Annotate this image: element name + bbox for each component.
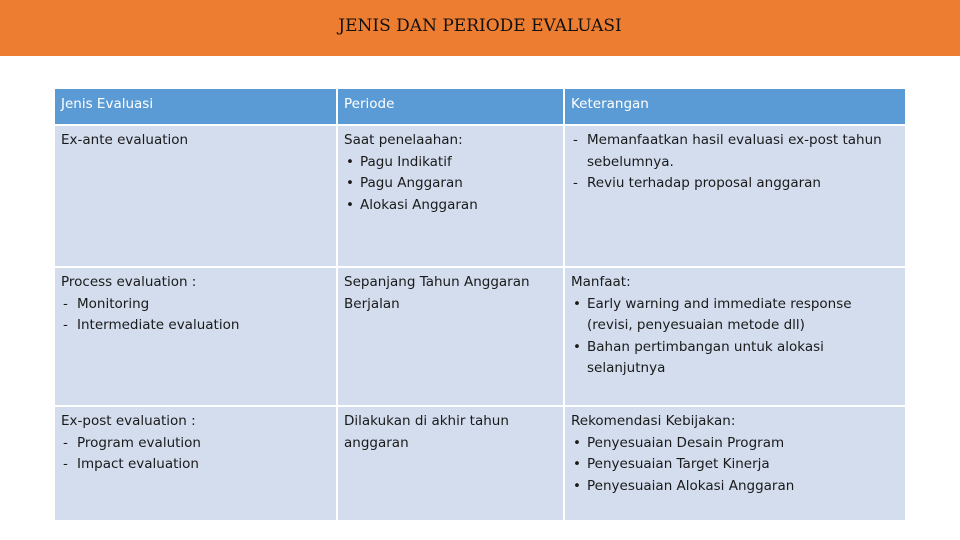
list-item: • Bahan pertimbangan untuk alokasi selanjutnya [571,337,899,380]
cell-jenis [54,406,337,521]
title-banner [0,0,960,56]
column-header-jenis: Jenis Evaluasi [54,88,337,125]
list-item: - Reviu terhadap proposal anggaran [571,173,899,195]
table-header-row [54,88,906,125]
cell-periode [337,406,564,521]
column-header-keterangan: Keterangan [564,88,906,125]
cell-title: Rekomendasi Kebijakan: [571,413,736,429]
cell-keterangan [564,125,906,267]
cell-title: Ex-post evaluation : [61,413,196,429]
page-title: JENIS DAN PERIODE EVALUASI [338,16,622,36]
cell-keterangan [564,267,906,406]
list-item: - Monitoring [61,294,330,316]
cell-title: Saat penelaahan: [344,132,463,148]
column-header-periode: Periode [337,88,564,125]
table-row [54,406,906,521]
bullet-list [571,433,899,498]
list-item: • Penyesuaian Target Kinerja [571,454,899,476]
list-item: • Penyesuaian Desain Program [571,433,899,455]
list-item: - Impact evaluation [61,454,330,476]
cell-title: Process evaluation : [61,274,197,290]
list-item: - Program evalution [61,433,330,455]
cell-jenis [54,267,337,406]
list-item: • Pagu Indikatif [344,152,557,174]
cell-title: Manfaat: [571,274,631,290]
cell-keterangan [564,406,906,521]
bullet-list [344,152,557,217]
list-item: • Penyesuaian Alokasi Anggaran [571,476,899,498]
dash-list [61,294,330,337]
cell-title: Dilakukan di akhir tahun anggaran [344,413,509,451]
dash-list [571,130,899,195]
table-row [54,267,906,406]
cell-title: Sepanjang Tahun Anggaran Berjalan [344,274,530,312]
bullet-list [571,294,899,380]
cell-jenis [54,125,337,267]
list-item: - Intermediate evaluation [61,315,330,337]
cell-periode [337,125,564,267]
list-item: • Pagu Anggaran [344,173,557,195]
list-item: • Early warning and immediate response (revisi, penyesuaian metode dll) [571,294,899,337]
evaluation-table [53,87,907,522]
table-row [54,125,906,267]
list-item: - Memanfaatkan hasil evaluasi ex-post tahun sebelumnya. [571,130,899,173]
dash-list [61,433,330,476]
cell-title: Ex-ante evaluation [61,132,189,148]
cell-periode [337,267,564,406]
list-item: • Alokasi Anggaran [344,195,557,217]
